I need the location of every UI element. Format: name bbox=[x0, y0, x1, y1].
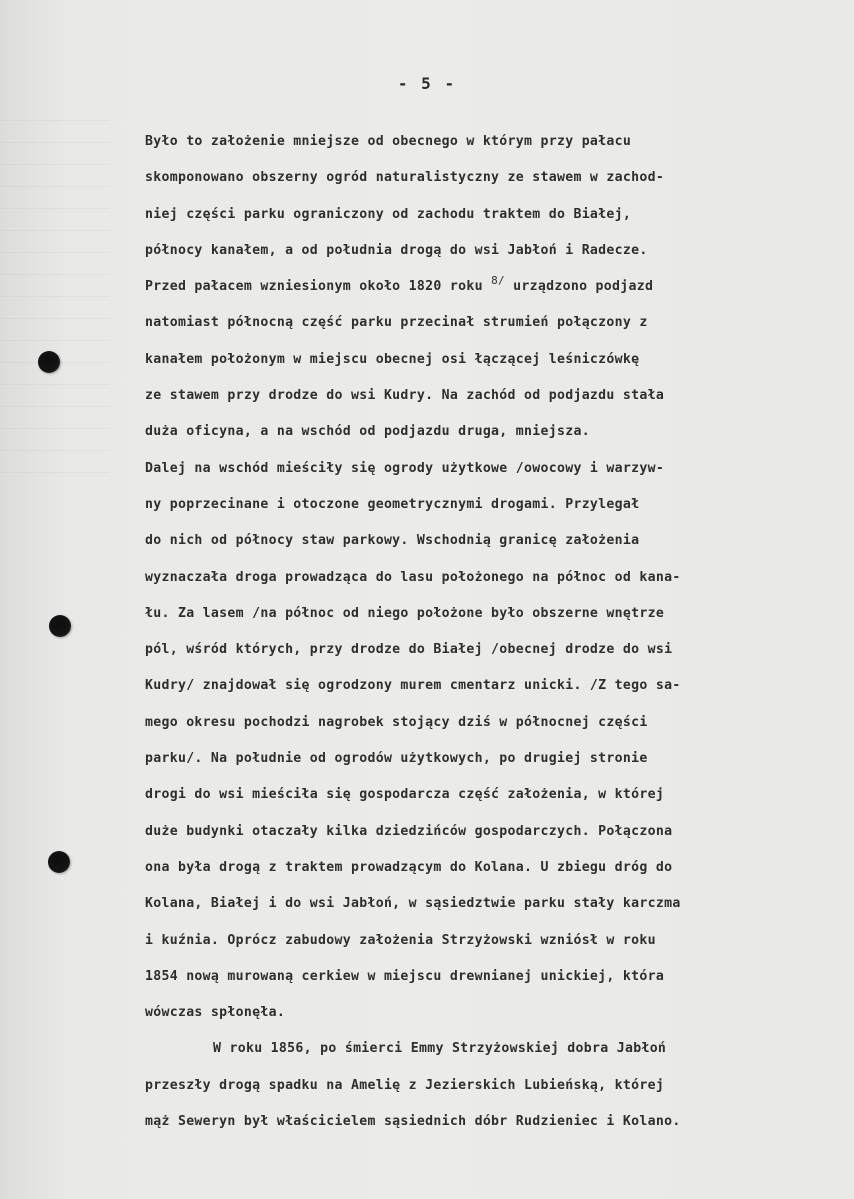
text-line bbox=[145, 596, 835, 632]
text-line bbox=[145, 995, 835, 1031]
text-line-content: niej części parku ograniczony od zachodu traktem do Białej, bbox=[145, 206, 632, 222]
text-line bbox=[145, 1104, 835, 1140]
text-line bbox=[145, 741, 835, 777]
text-line-content: północy kanałem, a od południa drogą do wsi Jabłoń i Radecze. bbox=[145, 242, 648, 258]
text-line bbox=[145, 269, 835, 305]
text-line bbox=[145, 1068, 835, 1104]
punch-hole bbox=[49, 615, 71, 637]
text-line-content: pól, wśród których, przy drodze do Białej /obecnej drodze do wsi bbox=[145, 642, 673, 658]
text-line-content: Kolana, Białej i do wsi Jabłoń, w sąsiedztwie parku stały karczma bbox=[145, 896, 681, 912]
text-line bbox=[145, 959, 835, 995]
text-line-content: duże budynki otaczały kilka dziedzińców gospodarczych. Połączona bbox=[145, 823, 673, 839]
text-line-content: Było to założenie mniejsze od obecnego w którym przy pałacu bbox=[145, 134, 632, 149]
text-line-continuation: urządzono podjazd bbox=[504, 279, 654, 295]
text-line bbox=[145, 451, 835, 487]
paper-bleed-through bbox=[0, 120, 110, 480]
text-line bbox=[145, 560, 835, 596]
footnote-reference: 8/ bbox=[491, 274, 505, 288]
text-line bbox=[145, 160, 835, 196]
text-line-content: ona była drogą z traktem prowadzącym do Kolana. U zbiegu dróg do bbox=[145, 859, 673, 875]
text-line-content: łu. Za lasem /na północ od niego położone było obszerne wnętrze bbox=[145, 605, 665, 621]
text-line bbox=[145, 850, 835, 886]
text-line-content: Dalej na wschód mieściły się ogrody użytkowe /owocowy i warzyw- bbox=[145, 460, 665, 476]
text-line bbox=[145, 632, 835, 668]
punch-hole bbox=[38, 351, 60, 373]
page-number: - 5 - bbox=[397, 74, 457, 93]
text-line bbox=[145, 523, 835, 559]
text-line-content: wówczas spłonęła. bbox=[145, 1005, 286, 1021]
text-line bbox=[145, 414, 835, 450]
body-text bbox=[145, 124, 835, 1140]
text-line-content: przeszły drogą spadku na Amelię z Jezierskich Lubieńską, której bbox=[145, 1077, 665, 1093]
text-line-content: ny poprzecinane i otoczone geometrycznymi drogami. Przylegał bbox=[145, 496, 640, 512]
text-line-content: W roku 1856, po śmierci Emmy Strzyżowskiej dobra Jabłoń bbox=[213, 1041, 667, 1057]
text-line-content: skomponowano obszerny ogród naturalistyczny ze stawem w zachod- bbox=[145, 170, 665, 186]
text-line bbox=[145, 705, 835, 741]
text-line bbox=[145, 777, 835, 813]
text-line-content: duża oficyna, a na wschód od podjazdu druga, mniejsza. bbox=[145, 424, 590, 440]
text-line bbox=[145, 305, 835, 341]
text-line-content: mąż Seweryn był właścicielem sąsiednich dóbr Rudzieniec i Kolano. bbox=[145, 1114, 681, 1130]
text-line-content: kanałem położonym w miejscu obecnej osi łączącej leśniczówkę bbox=[145, 351, 640, 367]
text-line-content: natomiast północną część parku przecinał strumień połączony z bbox=[145, 315, 648, 331]
text-line bbox=[145, 487, 835, 523]
punch-hole bbox=[48, 851, 70, 873]
text-line bbox=[145, 814, 835, 850]
text-line-content: do nich od północy staw parkowy. Wschodnią granicę założenia bbox=[145, 533, 640, 549]
text-line-content: ze stawem przy drodze do wsi Kudry. Na zachód od podjazdu stała bbox=[145, 388, 665, 404]
text-line bbox=[145, 886, 835, 922]
text-line-content: i kuźnia. Oprócz zabudowy założenia Strzyżowski wzniósł w roku bbox=[145, 932, 656, 948]
text-line bbox=[145, 124, 835, 160]
text-line bbox=[145, 1031, 835, 1067]
text-line bbox=[145, 233, 835, 269]
text-line-content: Kudry/ znajdował się ogrodzony murem cmentarz unicki. /Z tego sa- bbox=[145, 678, 681, 694]
text-line bbox=[145, 197, 835, 233]
text-line-content: mego okresu pochodzi nagrobek stojący dziś w północnej części bbox=[145, 714, 648, 730]
text-line bbox=[145, 923, 835, 959]
text-line-content: drogi do wsi mieściła się gospodarcza część założenia, w której bbox=[145, 787, 665, 803]
text-line-content: parku/. Na południe od ogrodów użytkowych, po drugiej stronie bbox=[145, 751, 648, 767]
text-line bbox=[145, 378, 835, 414]
text-line bbox=[145, 668, 835, 704]
text-line-content: 1854 nową murowaną cerkiew w miejscu drewnianej unickiej, która bbox=[145, 968, 665, 984]
text-line bbox=[145, 342, 835, 378]
text-line-content: wyznaczała droga prowadząca do lasu położonego na północ od kana- bbox=[145, 569, 681, 585]
text-line-content: Przed pałacem wzniesionym około 1820 roku bbox=[145, 279, 492, 295]
